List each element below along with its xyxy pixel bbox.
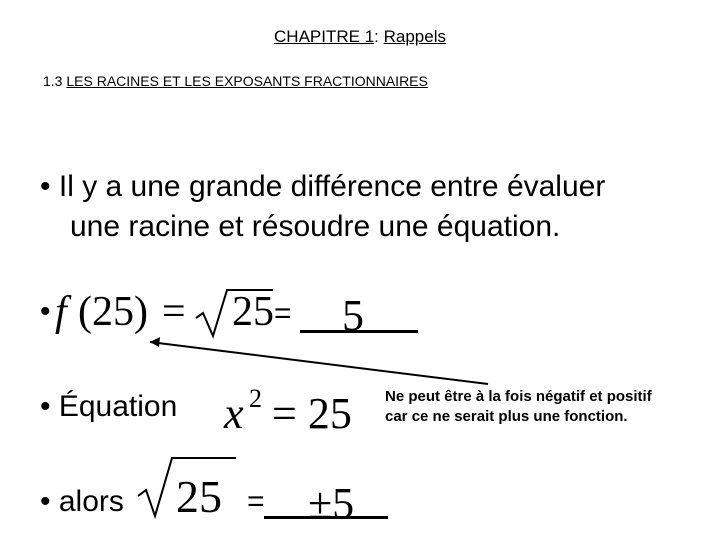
function-symbol: f (55, 289, 67, 335)
explanation-note (385, 387, 715, 427)
arrowhead-icon (150, 337, 160, 347)
chapter-name: Rappels (383, 27, 446, 46)
chapter-title (0, 27, 720, 47)
chapter-separator: : (374, 27, 384, 46)
chapter-label: CHAPITRE 1 (274, 27, 375, 46)
alors-answer: ±5 (308, 479, 355, 528)
pointer-arrow-icon (150, 342, 488, 384)
intro-line-2: une racine et résoudre une équation. (70, 210, 561, 243)
function-argument: (25) (78, 289, 148, 335)
equation-label-line (40, 390, 177, 424)
equation-rhs: = 25 (272, 389, 352, 438)
section-number: 1.3 (43, 73, 67, 89)
alors-label-line (40, 485, 124, 519)
answer-blank-line (264, 516, 388, 519)
section-title (43, 73, 428, 89)
equation-exponent: 2 (249, 384, 262, 413)
section-name: LES RACINES ET LES EXPOSANTS FRACTIONNAIRES (66, 73, 428, 89)
equation-label: Équation (58, 390, 178, 423)
result-equals: = (274, 297, 292, 330)
function-radicand: 25 (232, 289, 274, 335)
intro-text-1: Il y a une grande différence entre évaluer (58, 170, 606, 203)
bullet-marker: • (40, 170, 51, 203)
bullet-marker: • (40, 390, 51, 423)
alors-equals: = (247, 485, 265, 518)
alors-radicand: 25 (176, 471, 222, 522)
function-equals: = (162, 289, 186, 335)
alors-label: alors (58, 485, 124, 518)
note-line-1: Ne peut être à la fois négatif et positif (385, 388, 652, 405)
intro-line-1 (40, 170, 605, 204)
equation-variable: x (224, 389, 244, 438)
bullet-marker: • (40, 295, 51, 328)
note-line-2: car ce ne serait plus une fonction. (385, 408, 628, 425)
bullet-marker: • (40, 485, 51, 518)
function-answer: 5 (342, 291, 364, 340)
answer-blank-line (300, 330, 418, 333)
